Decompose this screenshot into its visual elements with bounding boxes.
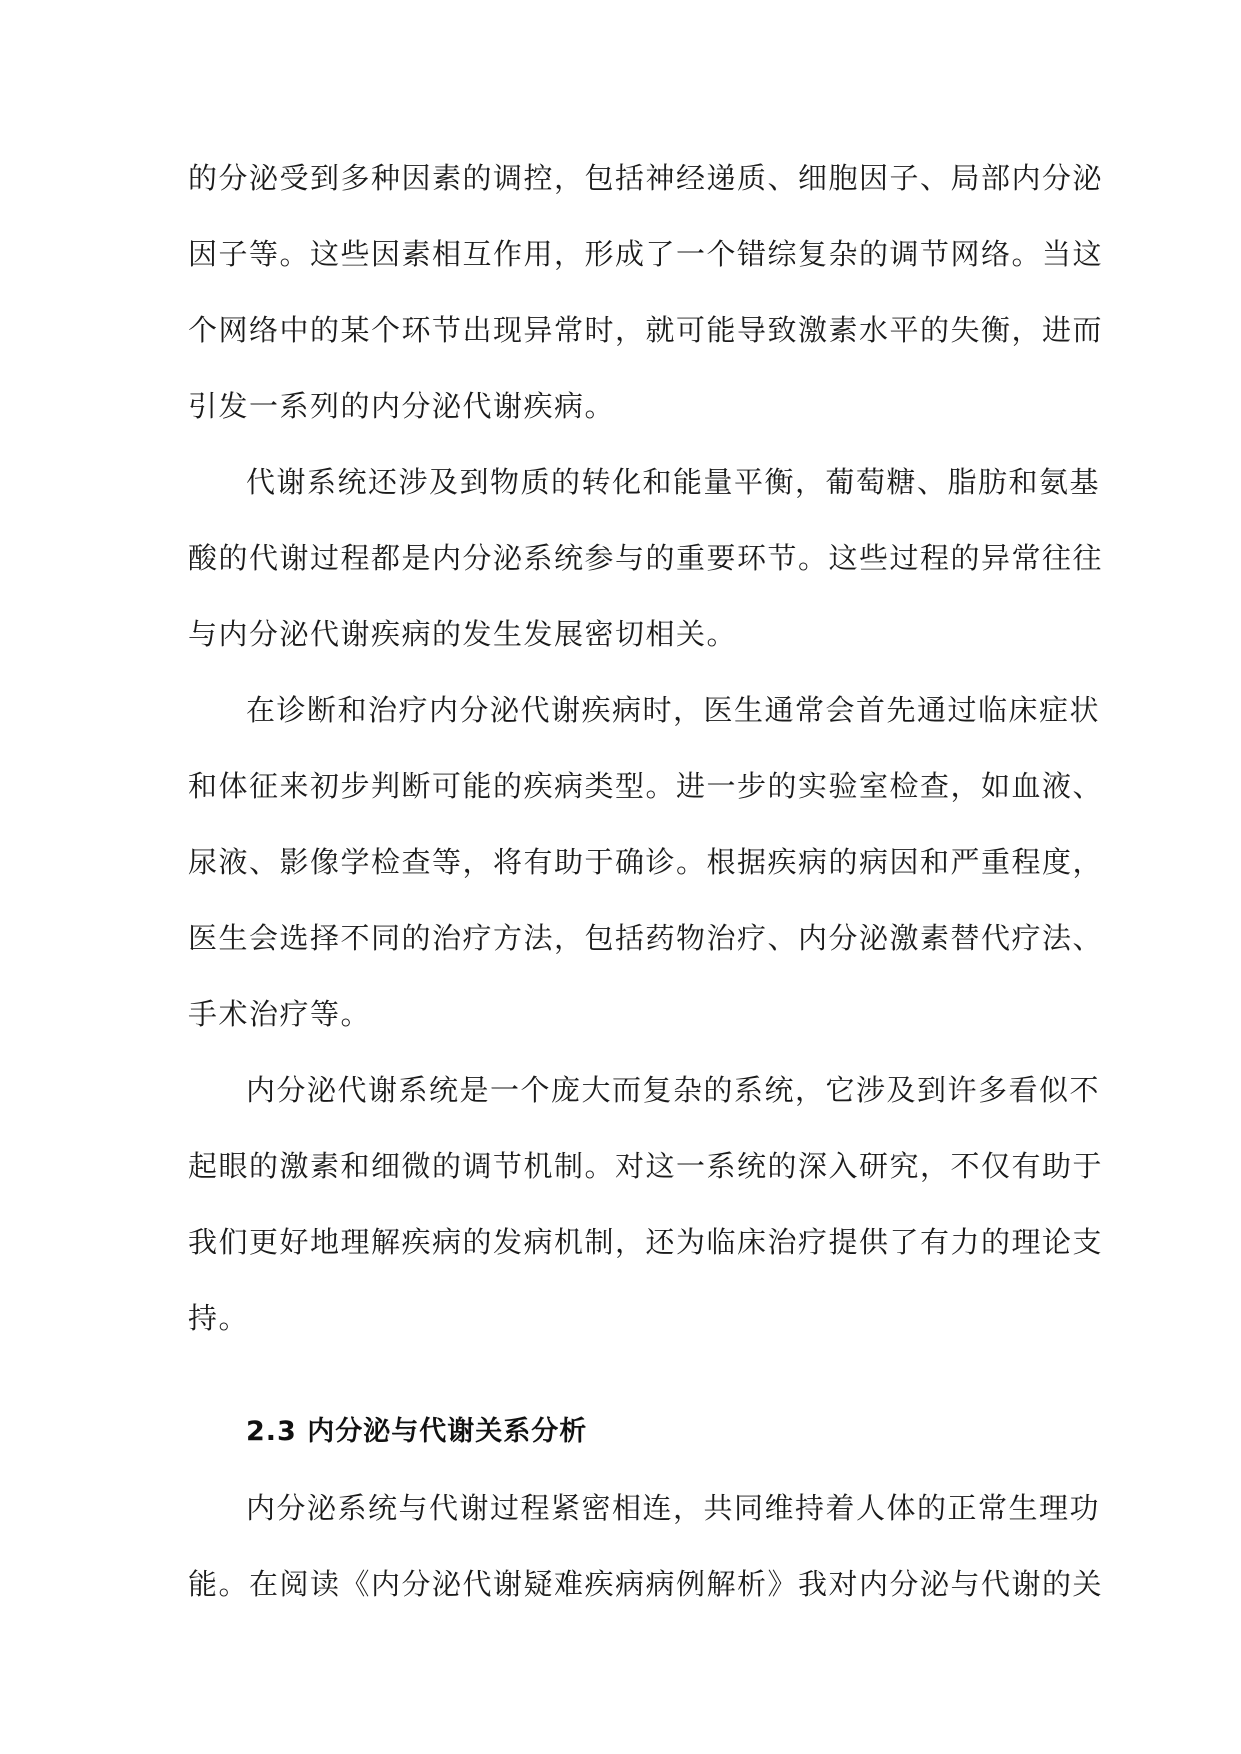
text-line: 在诊断和治疗内分泌代谢疾病时，医生通常会首先通过临床症状 <box>246 693 1101 727</box>
paragraph <box>188 444 1104 672</box>
section-heading: 2.3 内分泌与代谢关系分析 <box>246 1416 588 1447</box>
text-line: 代谢系统还涉及到物质的转化和能量平衡，葡萄糖、脂肪和氨基 <box>246 465 1101 499</box>
text-line: 和体征来初步判断可能的疾病类型。进一步的实验室检查，如血液、 <box>188 769 1104 803</box>
text-line: 能。在阅读《内分泌代谢疑难疾病病例解析》我对内分泌与代谢的关 <box>188 1567 1104 1601</box>
paragraph <box>188 672 1104 1052</box>
text-line: 内分泌系统与代谢过程紧密相连，共同维持着人体的正常生理功 <box>246 1491 1101 1525</box>
text-line: 个网络中的某个环节出现异常时，就可能导致激素水平的失衡，进而 <box>188 313 1104 347</box>
paragraph <box>188 1470 1104 1622</box>
text-line: 与内分泌代谢疾病的发生发展密切相关。 <box>188 617 738 651</box>
paragraph <box>188 140 1104 444</box>
text-line: 引发一系列的内分泌代谢疾病。 <box>188 389 616 423</box>
document-body <box>188 140 1104 1622</box>
text-line: 起眼的激素和细微的调节机制。对这一系统的深入研究，不仅有助于 <box>188 1149 1104 1183</box>
text-line: 持。 <box>188 1301 250 1335</box>
text-line: 尿液、影像学检查等，将有助于确诊。根据疾病的病因和严重程度， <box>188 845 1104 879</box>
text-line: 的分泌受到多种因素的调控，包括神经递质、细胞因子、局部内分泌 <box>188 161 1104 195</box>
text-line: 酸的代谢过程都是内分泌系统参与的重要环节。这些过程的异常往往 <box>188 541 1104 575</box>
text-line: 我们更好地理解疾病的发病机制，还为临床治疗提供了有力的理论支 <box>188 1225 1104 1259</box>
paragraph <box>188 1052 1104 1356</box>
text-line: 内分泌代谢系统是一个庞大而复杂的系统，它涉及到许多看似不 <box>246 1073 1101 1107</box>
text-line: 医生会选择不同的治疗方法，包括药物治疗、内分泌激素替代疗法、 <box>188 921 1104 955</box>
text-line: 手术治疗等。 <box>188 997 372 1031</box>
text-line: 因子等。这些因素相互作用，形成了一个错综复杂的调节网络。当这 <box>188 237 1104 271</box>
